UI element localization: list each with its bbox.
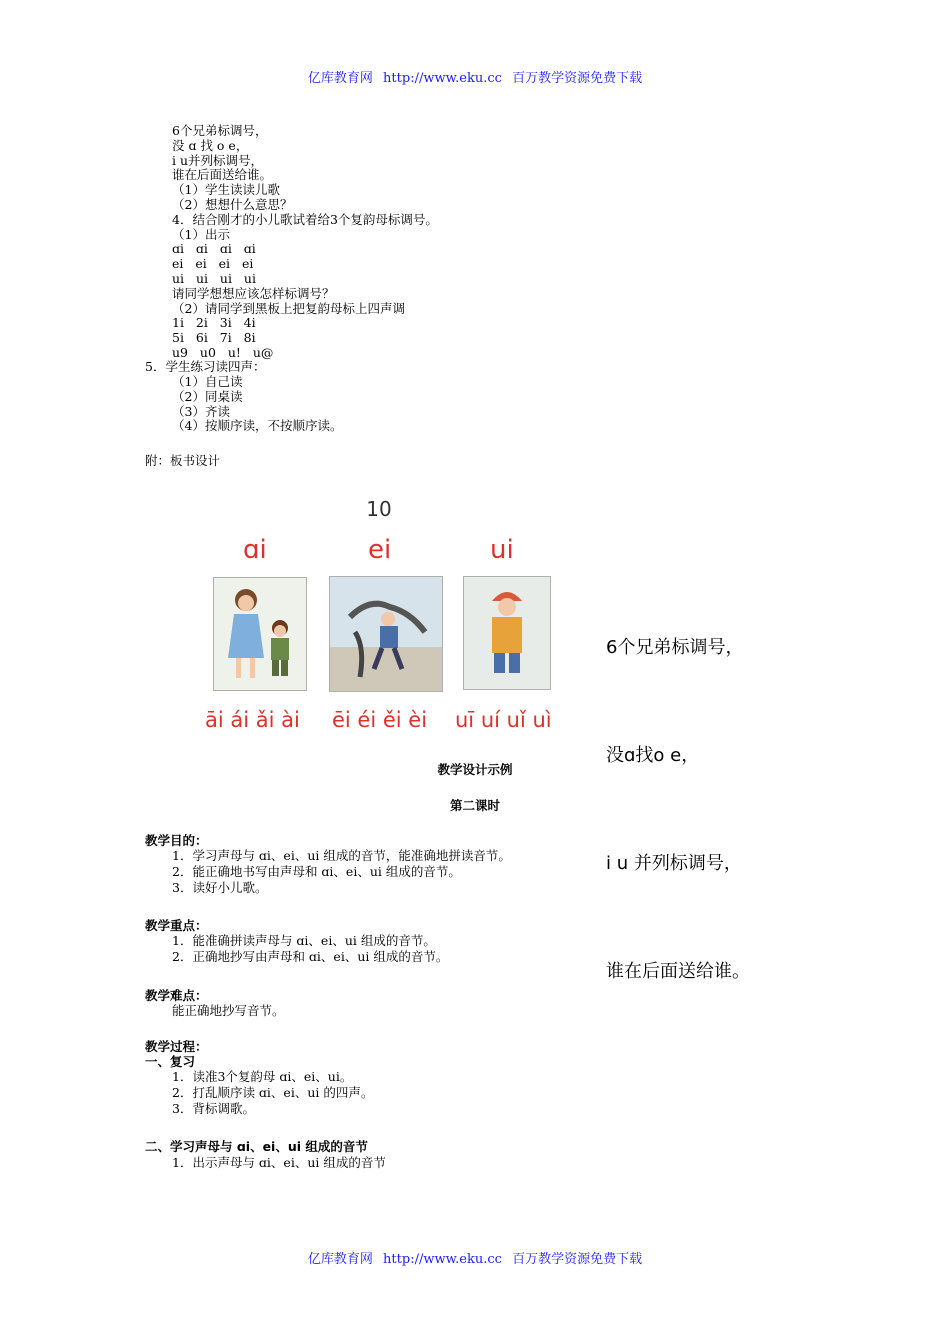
top-line: 1i 2i 3i 4i bbox=[172, 315, 256, 331]
poem-line-4: 谁在后面送给谁。 bbox=[606, 961, 750, 982]
process-part2-item-1: 1．出示声母与 ɑi、ei、ui 组成的音节 bbox=[172, 1155, 386, 1170]
document-title: 教学设计示例 bbox=[437, 762, 513, 777]
difficulty-text: 能正确地抄写音节。 bbox=[172, 1003, 285, 1018]
header-url-link[interactable]: http://www.eku.cc bbox=[383, 71, 502, 86]
footer-slogan: 百万教学资源免费下载 bbox=[512, 1252, 643, 1267]
tones-ei: ēi éi ěi èi bbox=[332, 708, 428, 732]
footer-site: 亿库教育网 bbox=[307, 1252, 373, 1267]
top-line: （1）出示 bbox=[172, 226, 230, 242]
process-part1-item-1: 1．读准3个复韵母 ɑi、ei、ui。 bbox=[172, 1069, 353, 1084]
lesson-number: 10 bbox=[366, 497, 392, 521]
picture-boy-in-wind bbox=[329, 576, 443, 692]
top-line: 6个兄弟标调号， bbox=[172, 123, 268, 138]
step5-title: 5．学生练习读四声： bbox=[145, 359, 266, 374]
picture-girl-in-winter bbox=[463, 576, 551, 690]
final-ai: ɑi bbox=[243, 535, 267, 565]
goals-heading: 教学目的： bbox=[145, 833, 208, 848]
goal-item-3: 3．读好小儿歌。 bbox=[172, 880, 268, 895]
top-line: 谁在后面送给谁。 bbox=[172, 167, 273, 183]
top-line: 请同学想想应该怎样标调号？ bbox=[172, 285, 335, 301]
appendix-label: 附：板书设计 bbox=[145, 453, 221, 468]
footer-url-link[interactable]: http://www.eku.cc bbox=[383, 1252, 502, 1267]
process-part2-title: 二、学习声母与 ɑi、ei、ui 组成的音节 bbox=[145, 1139, 368, 1154]
tones-ui: uī uí uǐ uì bbox=[455, 708, 552, 732]
page-footer bbox=[0, 1248, 950, 1267]
top-line: （1）学生读读儿歌 bbox=[172, 182, 280, 198]
top-line: 5i 6i 7i 8i bbox=[172, 330, 256, 346]
top-line: u9 u0 u! u@ bbox=[172, 345, 274, 360]
header-site: 亿库教育网 bbox=[307, 71, 373, 86]
process-part1-title: 一、复习 bbox=[145, 1054, 196, 1069]
poem-line-2: 没ɑ找o e， bbox=[606, 745, 700, 766]
keypoints-heading: 教学重点： bbox=[145, 918, 208, 933]
top-line: 没 ɑ 找 o e， bbox=[172, 137, 249, 153]
step5-item: （4）按顺序读，不按顺序读。 bbox=[172, 418, 343, 434]
page-header bbox=[0, 67, 950, 86]
goal-item-1: 1．学习声母与 ɑi、ei、ui 组成的音节，能准确地拼读音节。 bbox=[172, 848, 511, 863]
document-subtitle: 第二课时 bbox=[449, 798, 500, 813]
top-line: （2）想想什么意思？ bbox=[172, 197, 293, 212]
top-line: （2）请同学到黑板上把复韵母标上四声调 bbox=[172, 300, 405, 316]
poem-line-3: i u 并列标调号， bbox=[606, 853, 742, 874]
top-line: i u并列标调号， bbox=[172, 152, 264, 168]
difficulty-heading: 教学难点： bbox=[145, 988, 208, 1003]
poem-line-1: 6个兄弟标调号， bbox=[606, 637, 744, 658]
top-line: ɑi ɑi ɑi ɑi bbox=[172, 241, 256, 257]
top-line: 4．结合刚才的小儿歌试着给3个复韵母标调号。 bbox=[172, 211, 438, 227]
step5-item: （3）齐读 bbox=[172, 403, 230, 419]
top-line: ei ei ei ei bbox=[172, 256, 254, 272]
process-part1-item-2: 2．打乱顺序读 ɑi、ei、ui 的四声。 bbox=[172, 1085, 374, 1100]
keypoint-item-1: 1．能准确拼读声母与 ɑi、ei、ui 组成的音节。 bbox=[172, 933, 436, 948]
picture-girl-and-boy bbox=[213, 577, 307, 691]
top-line: ui ui ui ui bbox=[172, 271, 256, 286]
step5-item: （1）自己读 bbox=[172, 374, 243, 389]
final-ui: ui bbox=[490, 535, 514, 565]
goal-item-2: 2．能正确地书写由声母和 ɑi、ei、ui 组成的音节。 bbox=[172, 864, 461, 879]
process-heading: 教学过程： bbox=[145, 1039, 208, 1054]
process-part1-item-3: 3．背标调歌。 bbox=[172, 1101, 255, 1116]
header-slogan: 百万教学资源免费下载 bbox=[512, 71, 643, 86]
keypoint-item-2: 2．正确地抄写由声母和 ɑi、ei、ui 组成的音节。 bbox=[172, 949, 449, 964]
final-ei: ei bbox=[368, 535, 392, 565]
step5-item: （2）同桌读 bbox=[172, 388, 243, 404]
tones-ai: āi ái ǎi ài bbox=[205, 708, 300, 732]
